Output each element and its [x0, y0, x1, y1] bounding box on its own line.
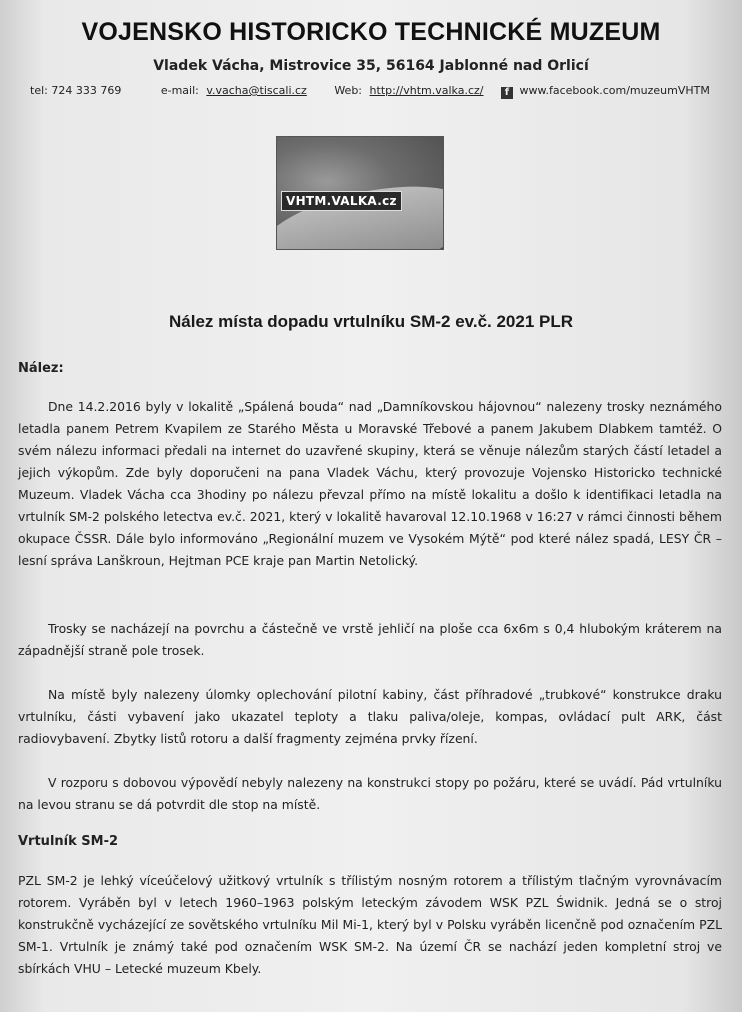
museum-address: Vladek Vácha, Mistrovice 35, 56164 Jablonné nad Orlicí [153, 58, 589, 74]
email-link[interactable]: v.vacha@tiscali.cz [206, 84, 307, 97]
paragraph: Dne 14.2.2016 byly v lokalitě „Spálená bouda“ nad „Damníkovskou hájovnou“ nalezeny trosky neznámého letadla panem Petrem Kvapilem ze Starého Města u Moravské Třebové a panem Jakubem Dlabkem tamtéž. O svém nálezu informaci předali na internet do uzavřené skupiny, která se věnuje nálezům starých částí letadel a jejich výkopům. Zde byly doporučeni na pana Vladek Váchu, který provozuje Vojensko Historicko technické Muzeum. Vladek Vácha cca 3hodiny po nálezu převzal přímo na místě lokalitu a došlo k identifikaci letadla na vrtulník SM-2 polského letectva ev.č. 2021, který v lokalitě havaroval 12.10.1968 v 16:27 v rámci činnosti během okupace ČSSR. Dále bylo informováno „Regionální muzem ve Vysokém Mýtě“ pod které nález spadá, LESY ČR – lesní správa Lanškroun, Hejtman PCE kraje pan Martin Netolický. [18, 399, 722, 568]
email-label: e-mail: [160, 84, 199, 97]
phone-number: tel: 724 333 769 [30, 84, 122, 97]
section-heading-vrtulnik: Vrtulník SM-2 [18, 834, 119, 849]
document-title: Nález místa dopadu vrtulníku SM-2 ev.č. 2021 PLR [168, 312, 574, 331]
web-link[interactable]: http://vhtm.valka.cz/ [369, 84, 484, 97]
facebook-link[interactable]: www.facebook.com/muzeumVHTM [519, 84, 710, 97]
paragraph: Trosky se nacházejí na povrchu a částečně ve vrstě jehličí na ploše cca 6x6m s 0,4 hlubokým kráterem na západnější straně pole trosek. [18, 621, 722, 658]
museum-name: VOJENSKO HISTORICKO TECHNICKÉ MUZEUM [81, 18, 661, 46]
paragraph: V rozporu s dobovou výpovědí nebyly nalezeny na konstrukci stopy po požáru, které se uvádí. Pád vrtulníku na levou stranu se dá potvrdit dle stop na místě. [18, 775, 722, 812]
web-label: Web: [334, 84, 363, 97]
facebook-icon: f [501, 87, 513, 99]
contact-line [30, 84, 720, 99]
paragraph: Na místě byly nalezeny úlomky oplechování pilotní kabiny, část příhradové „trubkové“ konstrukce draku vrtulníku, části vybavení jako ukazatel teploty a tlaku paliva/oleje, kompas, ovládací pult ARK, část radiovybavení. Zbytky listů rotoru a další fragmenty zejména prvky řízení. [18, 687, 722, 746]
paragraph: PZL SM-2 je lehký víceúčelový užitkový vrtulník s třílistým nosným rotorem a třílistým tlačným vyrovnávacím rotorem. Vyráběn byl v letech 1960–1963 polským leteckým závodem WSK PZL Świdnik. Jedná se o stroj konstrukčně vycházející ze sovětského vrtulníku Mil Mi-1, který byl v Polsku vyráběn licenčně pod označením PZL SM-1. Vrtulník je známý také pod označením WSK SM-2. Na území ČR se nachází jeden kompletní stroj ve sbírkách VHU – Letecké muzeum Kbely. [18, 873, 722, 976]
logo-text: VHTM.VALKA.cz [281, 191, 402, 211]
section-heading-nalez: Nález: [18, 361, 64, 376]
museum-logo [276, 136, 444, 250]
